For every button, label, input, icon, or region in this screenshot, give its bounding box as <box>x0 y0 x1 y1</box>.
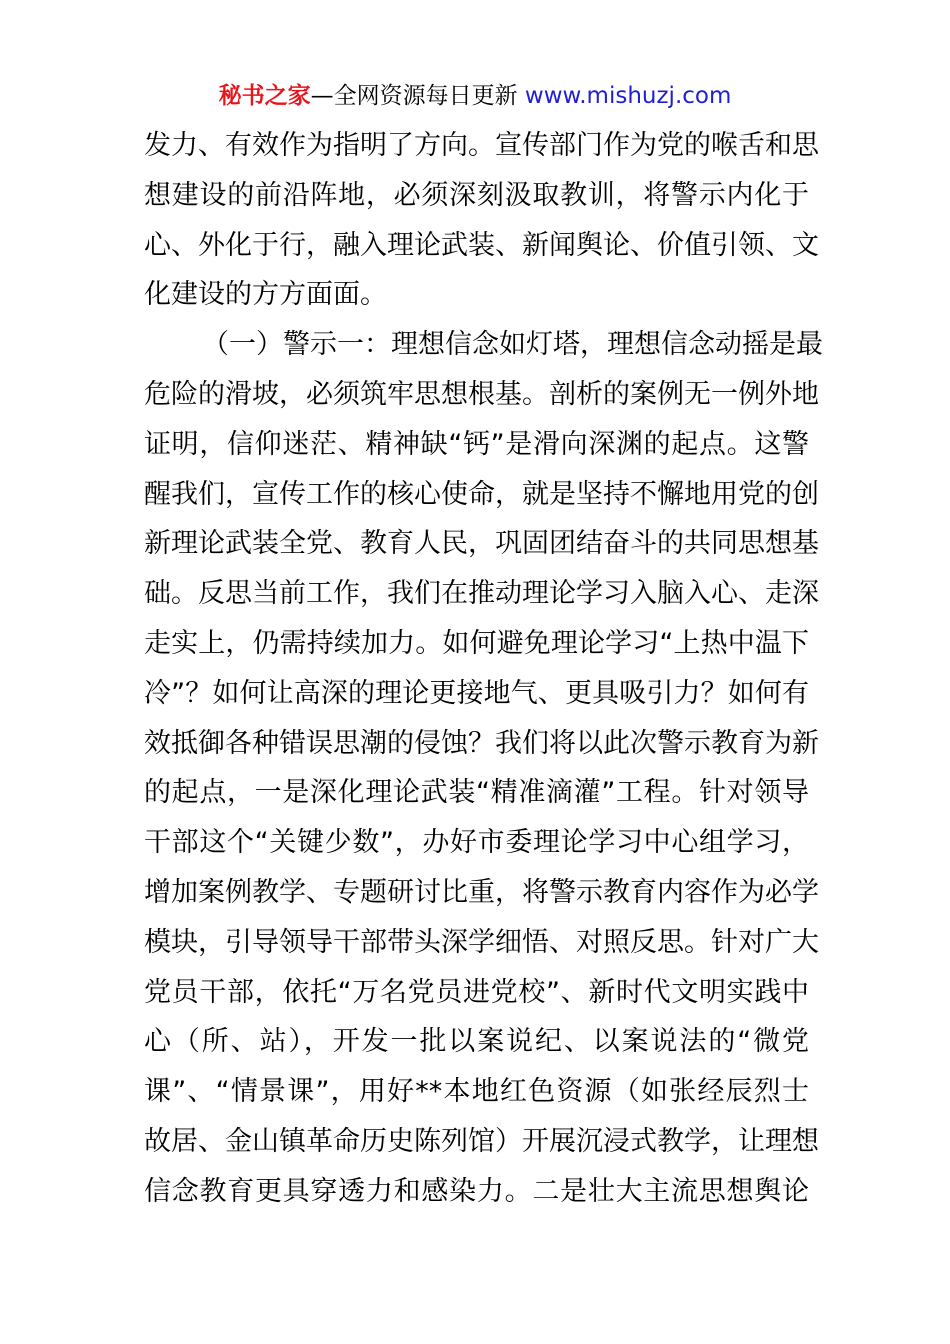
text-line: 证明，信仰迷茫、精神缺“钙”是滑向深渊的起点。这警 <box>144 428 809 460</box>
text-line: 危险的滑坡，必须筑牢思想根基。剖析的案例无一例外地 <box>144 378 819 410</box>
text-line: 新理论武装全党、教育人民，巩固团结奋斗的共同思想基 <box>144 528 819 560</box>
header-tagline: —全网资源每日更新 <box>310 83 518 109</box>
text-line: 础。反思当前工作，我们在推动理论学习入脑入心、走深 <box>144 578 819 610</box>
text-line: 走实上，仍需持续加力。如何避免理论学习“上热中温下 <box>144 627 809 659</box>
text-line: 增加案例教学、专题研讨比重，将警示教育内容作为必学 <box>144 876 819 908</box>
text-line: 模块，引导领导干部带头深学细悟、对照反思。针对广大 <box>144 926 819 958</box>
body-text <box>144 121 823 1217</box>
header-brand: 秘书之家 <box>218 83 311 109</box>
text-line: 效抵御各种错误思潮的侵蚀？我们将以此次警示教育为新 <box>144 727 819 759</box>
text-line: 的起点，一是深化理论武装“精准滴灌”工程。针对领导 <box>144 777 809 809</box>
text-line: 想建设的前沿阵地，必须深刻汲取教训，将警示内化于 <box>144 179 809 211</box>
text-line: 信念教育更具穿透力和感染力。二是壮大主流思想舆论 <box>144 1175 809 1207</box>
text-line: 发力、有效作为指明了方向。宣传部门作为党的喉舌和思 <box>144 130 819 161</box>
text-line: 故居、金山镇革命历史陈列馆）开展沉浸式教学，让理想 <box>144 1125 819 1157</box>
header-url-link[interactable]: www.mishuzj.com <box>524 83 732 109</box>
page-header <box>0 80 950 112</box>
text-line: 心（所、站），开发一批以案说纪、以案说法的“微党 <box>144 1026 809 1058</box>
text-line: 心、外化于行，融入理论武装、新闻舆论、价值引领、文 <box>144 229 819 261</box>
text-line: 党员干部，依托“万名党员进党校”、新时代文明实践中 <box>144 976 809 1008</box>
text-line: 化建设的方方面面。 <box>144 279 387 311</box>
text-line: 冷”？如何让高深的理论更接地气、更具吸引力？如何有 <box>144 677 809 709</box>
text-line: 干部这个“关键少数”，办好市委理论学习中心组学习， <box>144 827 809 859</box>
section-heading-line: （一）警示一：理想信念如灯塔，理想信念动摇是最 <box>202 329 823 361</box>
text-line: 醒我们，宣传工作的核心使命，就是坚持不懈地用党的创 <box>144 478 819 510</box>
text-line: 课”、“情景课”，用好**本地红色资源（如张经辰烈士 <box>144 1076 809 1108</box>
